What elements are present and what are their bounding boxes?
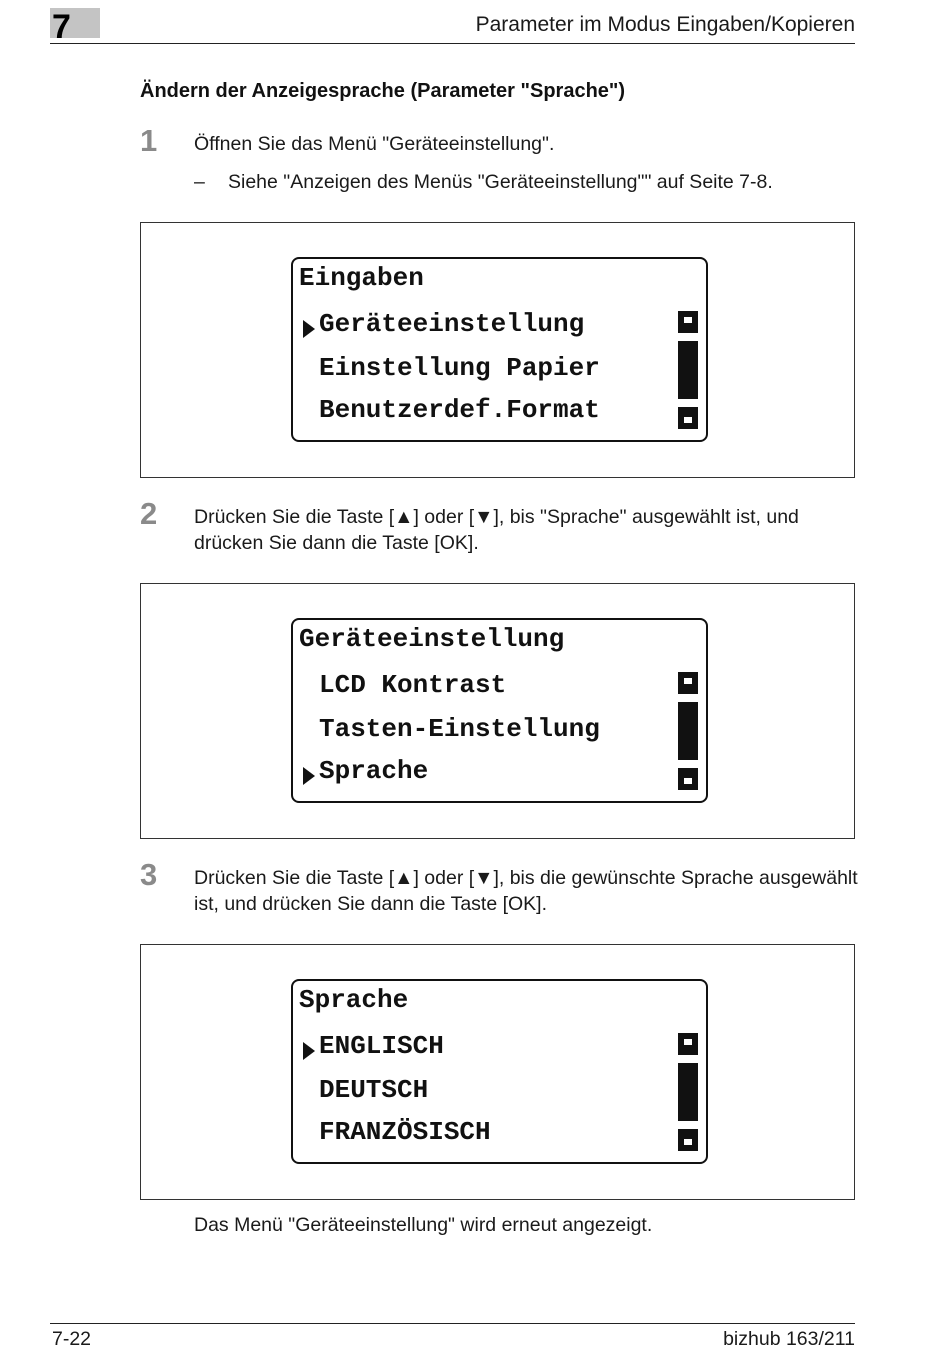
lcd-display-3 xyxy=(291,979,708,1164)
step-2-text: Drücken Sie die Taste [▲] oder [▼], bis "Sprache" ausgewählt ist, und drücken Sie dann die Taste [OK]. xyxy=(194,506,799,554)
screen-frame-3 xyxy=(140,944,855,1200)
lcd-menu-item: Benutzerdef.Format xyxy=(319,395,600,425)
lcd-title: Geräteeinstellung xyxy=(299,624,565,654)
selection-cursor-icon xyxy=(303,320,315,338)
chapter-number: 7 xyxy=(52,8,71,46)
lcd-display-1 xyxy=(291,257,708,442)
step-3-number: 3 xyxy=(140,857,158,892)
scrollbar-icon xyxy=(678,672,698,790)
screen-frame-2 xyxy=(140,583,855,839)
screen-frame-1 xyxy=(140,222,855,478)
step-1-sub-text: Siehe "Anzeigen des Menüs "Geräteeinstellung"" auf Seite 7-8. xyxy=(228,171,773,193)
lcd-menu-item: FRANZÖSISCH xyxy=(319,1117,491,1147)
step-3-text: Drücken Sie die Taste [▲] oder [▼], bis die gewünschte Sprache ausgewählt ist, und drücken Sie dann die Taste [OK]. xyxy=(194,867,858,915)
step-2-number: 2 xyxy=(140,496,158,531)
product-name: bizhub 163/211 xyxy=(723,1328,855,1350)
result-text: Das Menü "Geräteeinstellung" wird erneut angezeigt. xyxy=(194,1214,653,1236)
lcd-menu-item: Geräteeinstellung xyxy=(319,309,585,339)
lcd-menu-item: LCD Kontrast xyxy=(319,670,507,700)
lcd-menu-item: DEUTSCH xyxy=(319,1075,429,1105)
header-divider xyxy=(50,43,855,44)
step-1-text: Öffnen Sie das Menü "Geräteeinstellung". xyxy=(194,133,555,155)
lcd-title: Eingaben xyxy=(299,263,424,293)
lcd-menu-item: Sprache xyxy=(319,756,429,786)
selection-cursor-icon xyxy=(303,1042,315,1060)
lcd-menu-item: Einstellung Papier xyxy=(319,353,600,383)
step-1-number: 1 xyxy=(140,123,158,158)
lcd-menu-item: Tasten-Einstellung xyxy=(319,714,600,744)
step-1-sub-marker: – xyxy=(194,171,205,193)
scrollbar-icon xyxy=(678,311,698,429)
footer-divider xyxy=(50,1323,855,1324)
lcd-display-2 xyxy=(291,618,708,803)
section-heading: Ändern der Anzeigesprache (Parameter "Sprache") xyxy=(140,80,626,102)
page-number: 7-22 xyxy=(52,1328,92,1350)
lcd-title: Sprache xyxy=(299,985,409,1015)
selection-cursor-icon xyxy=(303,767,315,785)
header-title: Parameter im Modus Eingaben/Kopieren xyxy=(475,13,855,36)
scrollbar-icon xyxy=(678,1033,698,1151)
lcd-menu-item: ENGLISCH xyxy=(319,1031,444,1061)
